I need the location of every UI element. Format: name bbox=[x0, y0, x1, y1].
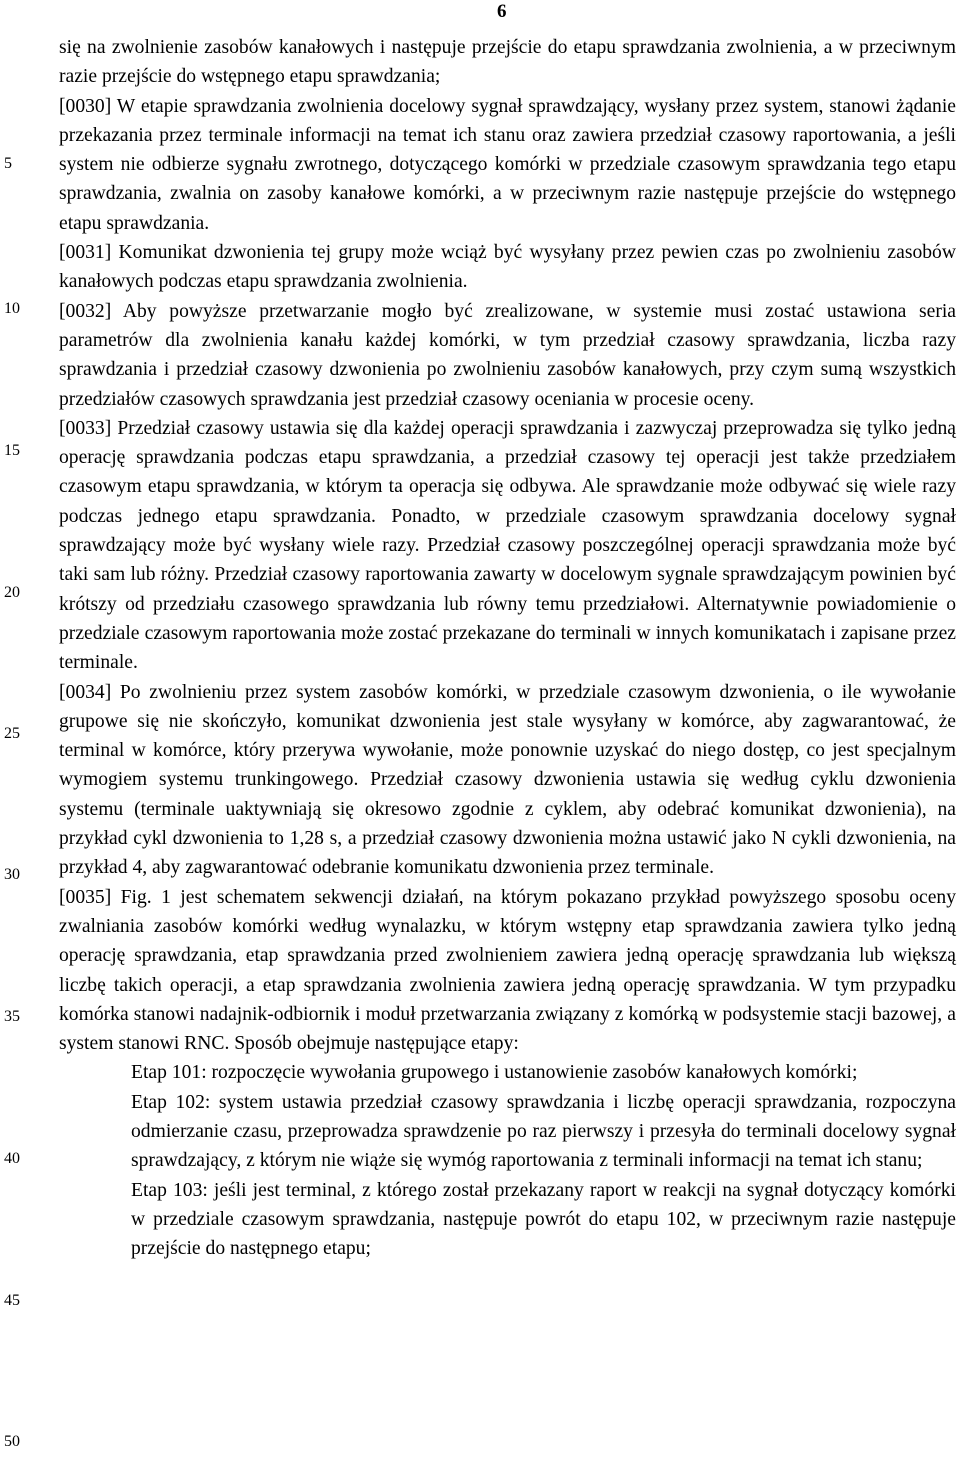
page-number: 6 bbox=[497, 1, 507, 22]
paragraph-text: Aby powyższe przetwarzanie mogło być zrealizowane, w systemie musi zostać ustawiona seria parametrów dla zwolnienia kanału każdej komórki, w tym przedział czasowy sprawdzania, liczba razy sprawdzania i przedział czasowy dzwonienia po zwolnieniu zasobów kanałowych, przy czym sumą wszystkich przedziałów czasowych sprawdzania jest przedział czasowy oceniania w procesie oceny. bbox=[59, 300, 956, 410]
line-number: 35 bbox=[4, 1008, 20, 1025]
method-step: Etap 103: jeśli jest terminal, z którego został przekazany raport w reakcji na sygnał dotyczący komórki w przedziale czasowym sprawdzania, następuje powrót do etapu 102, w przeciwnym razie następuje przejście do następnego etapu; bbox=[131, 1179, 956, 1260]
paragraph bbox=[59, 33, 956, 92]
line-number: 50 bbox=[4, 1433, 20, 1450]
paragraph bbox=[59, 883, 956, 1059]
line-number: 30 bbox=[4, 866, 20, 883]
paragraph bbox=[59, 414, 956, 678]
paragraph-text: Fig. 1 jest schematem sekwencji działań, na którym pokazano przykład powyższego sposobu oceny zwalniania zasobów komórki według wynalazku, w którym wstępny etap sprawdzania zawiera tylko jedną operację sprawdzania, etap sprawdzania przed zwolnieniem zawiera jedną operację sprawdzania lub większą liczbę takich operacji, a etap sprawdzania zwolnienia zawiera jedną operację sprawdzania. W tym przypadku komórka stanowi nadajnik-odbiornik i moduł przetwarzania związany z komórką w podsystemie stacji bazowej, a system stanowi RNC. Sposób obejmuje następujące etapy: bbox=[59, 886, 956, 1055]
paragraph-text: Po zwolnieniu przez system zasobów komórki, w przedziale czasowym dzwonienia, o ile wywołanie grupowe się nie skończyło, komunikat dzwonienia jest stale wysyłany w komórce, aby zagwarantować, że terminal w komórce, który przerywa wywołanie, może ponownie uzyskać do niego dostęp, co jest specjalnym wymogiem systemu trunkingowego. Przedział czasowy dzwonienia ustawia się według cyklu dzwonienia systemu (terminale uaktywniają się okresowo zgodnie z cyklem, aby odebrać komunikat dzwonienia), na przykład cykl dzwonienia to 1,28 s, a przedział czasowy dzwonienia można ustawić jako N cykli dzwonienia, na przykład 4, aby zagwarantować odebranie komunikatu dzwonienia przez terminale. bbox=[59, 681, 956, 879]
paragraph bbox=[59, 678, 956, 883]
line-number: 45 bbox=[4, 1292, 20, 1309]
paragraph-number: [0031] bbox=[59, 242, 112, 264]
paragraph-text: Komunikat dzwonienia tej grupy może wciąż być wysyłany przez pewien czas po zwolnieniu zasobów kanałowych podczas etapu sprawdzania zwolnienia. bbox=[59, 242, 956, 293]
paragraph-number: [0033] bbox=[59, 417, 112, 439]
paragraph-number: [0032] bbox=[59, 300, 112, 322]
paragraph-number: [0034] bbox=[59, 681, 112, 703]
line-number: 20 bbox=[4, 584, 20, 601]
paragraph-number: [0030] bbox=[59, 95, 112, 117]
line-number: 40 bbox=[4, 1150, 20, 1167]
paragraph bbox=[59, 238, 956, 297]
paragraph bbox=[59, 92, 956, 238]
document-body bbox=[59, 33, 956, 1263]
paragraph-text: się na zwolnienie zasobów kanałowych i następuje przejście do etapu sprawdzania zwolnienia, a w przeciwnym razie przejście do wstępnego etapu sprawdzania; bbox=[59, 37, 956, 88]
paragraph-text: Przedział czasowy ustawia się dla każdej operacji sprawdzania i zazwyczaj przeprowadza się tylko jedną operację sprawdzania podczas etapu sprawdzania, a przedział czasowy tej operacji jest także przedziałem czasowym etapu sprawdzania, w którym ta operacja się odbywa. Ale sprawdzanie może odbywać się wiele razy podczas jednego etapu sprawdzania. Ponadto, w przedziale czasowym sprawdzania docelowy sygnał sprawdzający może być wysłany wiele razy. Przedział czasowy poszczególnej operacji sprawdzania może być taki sam lub różny. Przedział czasowy raportowania zawarty w docelowym sygnale sprawdzającym powinien być krótszy od przedziału czasowego sprawdzania lub równy temu przedziałowi. Alternatywnie powiadomienie o przedziale czasowym raportowania może zostać przekazane do terminali w innych komunikatach i zapisane przez terminale. bbox=[59, 417, 956, 674]
line-number: 25 bbox=[4, 725, 20, 742]
paragraph-number: [0035] bbox=[59, 886, 112, 908]
line-number: 5 bbox=[4, 155, 12, 172]
method-step: Etap 102: system ustawia przedział czasowy sprawdzania i liczbę operacji sprawdzania, rozpoczyna odmierzanie czasu, przeprowadza sprawdzenie po raz pierwszy i przesyła do terminali docelowy sygnał sprawdzający, z którym nie wiąże się wymóg raportowania z terminali informacji na temat ich stanu; bbox=[131, 1091, 956, 1172]
paragraph-text: W etapie sprawdzania zwolnienia docelowy sygnał sprawdzający, wysłany przez system, stanowi żądanie przekazania przez terminale informacji na temat ich stanu oraz zawiera przedział czasowy raportowania, a jeśli system nie odbierze sygnału zwrotnego, dotyczącego komórki w przedziale czasowym sprawdzania tego etapu sprawdzania, zwalnia on zasoby kanałowe komórki, a w przeciwnym razie następuje przejście do wstępnego etapu sprawdzania. bbox=[59, 95, 956, 234]
method-step: Etap 101: rozpoczęcie wywołania grupowego i ustanowienie zasobów kanałowych komórki; bbox=[131, 1062, 858, 1084]
line-number: 10 bbox=[4, 300, 20, 317]
paragraph bbox=[59, 297, 956, 414]
line-number: 15 bbox=[4, 442, 20, 459]
